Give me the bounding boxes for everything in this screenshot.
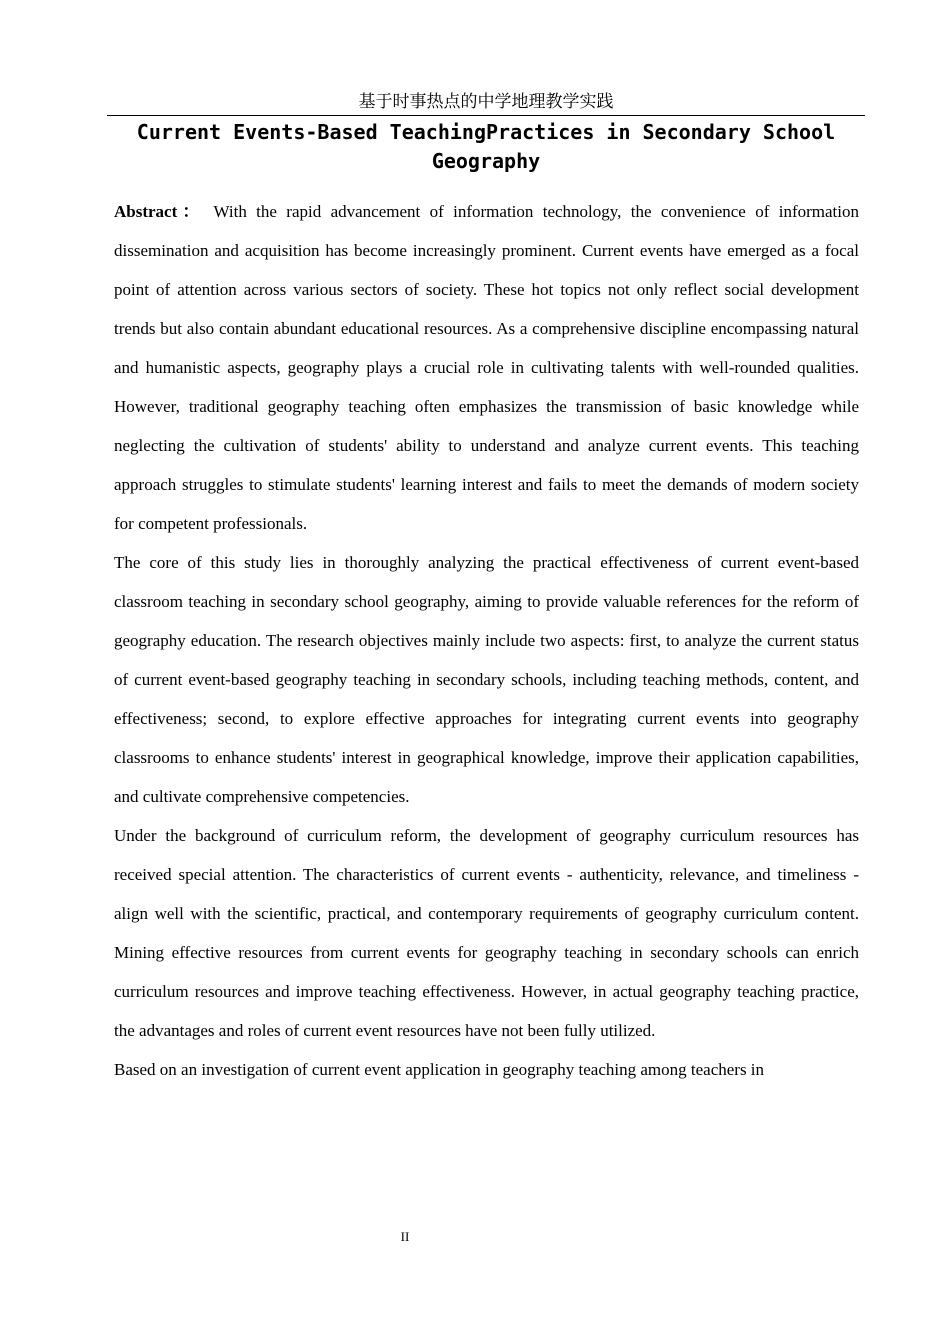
abstract-paragraph-4: Based on an investigation of current event application in geography teaching among teachers in [114, 1060, 765, 1079]
abstract-body [114, 192, 859, 1089]
abstract-paragraph-2: The core of this study lies in thoroughly analyzing the practical effectiveness of current event-based classroom teaching in secondary school geography, aiming to provide valuable references for the reform of geography education. The research objectives mainly include two aspects: first, to analyze the current status of current event-based geography teaching in secondary schools, including teaching methods, content, and effectiveness; second, to explore effective approaches for integrating current events into geography classrooms to enhance students' interest in geographical knowledge, improve their application capabilities, and cultivate comprehensive competencies. [114, 553, 859, 806]
document-title: Current Events-Based TeachingPractices in Secondary School Geography [136, 120, 836, 173]
running-header: 基于时事热点的中学地理教学实践 [358, 92, 614, 112]
abstract-paragraph-1 [114, 192, 859, 543]
page-number: II [400, 1229, 410, 1244]
abstract-label: Abstract： [114, 202, 205, 221]
paragraph-text: With the rapid advancement of information technology, the convenience of information dissemination and acquisition has become increasingly prominent. Current events have emerged as a focal point of attention across various sectors of society. These hot topics not only reflect social development trends but also contain abundant educational resources. As a comprehensive discipline encompassing natural and humanistic aspects, geography plays a crucial role in cultivating talents with well-rounded qualities. However, traditional geography teaching often emphasizes the transmission of basic knowledge while neglecting the cultivation of students' ability to understand and analyze current events. This teaching approach struggles to stimulate students' learning interest and fails to meet the demands of modern society for competent professionals. [114, 202, 859, 533]
abstract-paragraph-3: Under the background of curriculum reform, the development of geography curriculum resources has received special attention. The characteristics of current events - authenticity, relevance, and timeliness - align well with the scientific, practical, and contemporary requirements of geography curriculum content. Mining effective resources from current events for geography teaching in secondary schools can enrich curriculum resources and improve teaching effectiveness. However, in actual geography teaching practice, the advantages and roles of current event resources have not been fully utilized. [114, 826, 859, 1040]
header-rule [107, 115, 865, 116]
